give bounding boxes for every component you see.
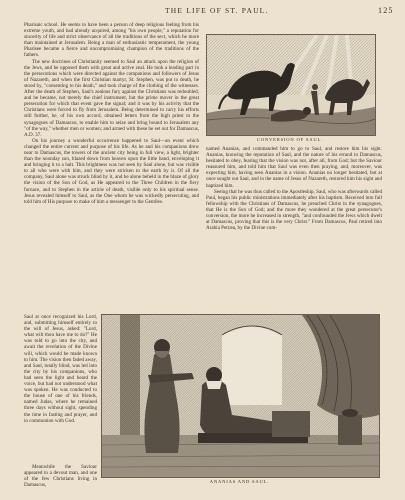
ananias-caption: ANANIAS AND SAUL. bbox=[209, 479, 270, 484]
paragraph: The new doctrines of Christianity seemed to Saul an attack upon the religion of the Jews, and he opposed them with great and active zeal. He took a leading part in the persecutions which were directed against the companions and followers of Jesus of Nazareth, and when the first Christian martyr, St. Stephen, was put to death, he stood by, "consenting to his death," and took charge of the clothing of the witnesses. After the death of Stephen, Saul's zealous fury against the Christians was redoubled, and he became, not merely the chief instrument, but the prime mover in the great persecution for which that event gave the signal; and it was by his activity that the Christians were forced to fly from Jerusalem. Being determined to carry his efforts still further, he, of his own accord, obtained letters from the high priest to the synagogues of Damascus, to enable him to seize and bring bound to Jerusalem any "of the way," whether men or women; and armed with these he set out for Damascus, A.D. 37. bbox=[24, 58, 199, 138]
paragraph: Saul at once recognized his Lord, and, submitting himself entirely to the will of Jesus, asked: "Lord, what wilt thou have me to do?" He was told to go into the city, and await the revelation of the Divine will, which would be made known to him. The vision then faded away, and Saul, totally blind, was led into the city by his companions, who had seen the light and heard the voice, but had not understood what was spoken. He was conducted to the house of one of his friends, named Judas, where he remained three days without sight, spending the time in fasting and prayer, and in communion with God. bbox=[24, 314, 97, 424]
left-column-narrow bbox=[24, 314, 97, 464]
paragraph: Meanwhile the Saviour appeared to a devout man, and one of the few Christians living in Damascus, bbox=[24, 464, 97, 489]
paragraph: Seeing that he was thus called to the Apostleship, Saul, who was afterwards called Paul, began his public ministrations immediately after his baptism. Received into full fellowship with the Christians of Damascus, he preached Christ in the synagogues, that He is the Son of God; and the more they wondered at the great persecutor's conversion, the more he increased in strength, "and confounded the Jews which dwelt at Damascus, proving that this is the very Christ." From Damascus, Paul retired into Arabia Petræa, by the Divine com- bbox=[206, 188, 382, 232]
paragraph: On his journey a wonderful occurrence happened to Saul—an event which changed the entire current and purpose of his life. As he and his companions drew near to Damascus, the towers of the ancient city being in full view, a light, brighter than the noonday sun, blazed down from heaven upon the little band, enveloping it and bringing it to a halt. This brightness was not seen by Saul alone, but was visible to all who were with him, and they were stricken to the earth by it. Of all the company, Saul alone was struck blind by it, and he alone beheld in the blaze of glory the vision of the Son of God, as He appeared to the Three Children in the fiery furnace, and to Stephen in the article of death, visible only to his spiritual sense. Jesus revealed himself to Saul, as the One whom he was wickedly persecuting, and told him of His purpose to make of him a messenger to the Gentiles. bbox=[24, 137, 199, 205]
engraving-illustration bbox=[207, 35, 375, 135]
engraving-illustration bbox=[102, 315, 379, 477]
conversion-caption: CONVERSION OF SAUL. bbox=[256, 137, 324, 142]
left-column-top bbox=[24, 22, 199, 312]
running-title: THE LIFE OF ST. PAUL. bbox=[165, 6, 269, 15]
running-header bbox=[0, 6, 405, 18]
paragraph: named Ananias, and commanded him to go to Saul, and restore him his sight. Ananias, knowing the reputation of Saul, and the nature of his errand to Damascus, hesitated to obey, fearing that the vision was not, after all, from God; but the Saviour reassured him, and told him that Saul was even then praying, and, moreover, was expecting him, having seen Ananias in a vision. Ananias no longer hesitated, but at once sought out Saul, and in the name of Jesus of Nazareth, restored him his sight and baptized him. bbox=[206, 146, 382, 189]
paragraph: Pharisaic school. He seems to have been a person of deep religious feeling from his extreme youth, and had already acquired, among "his own people," a reputation for sincerity of life and strict observance of all the traditions of the sect, which he more than maintained at Jerusalem. Being a man of enthusiastic temperament, the young Pharisee became a fierce and uncompromising champion of the traditions of the fathers. bbox=[24, 22, 199, 59]
page-number: 125 bbox=[378, 6, 394, 15]
conversion-of-saul-engraving bbox=[206, 34, 376, 136]
left-column-bottom bbox=[24, 464, 97, 490]
ananias-and-saul-engraving bbox=[101, 314, 380, 478]
right-column bbox=[206, 146, 382, 308]
